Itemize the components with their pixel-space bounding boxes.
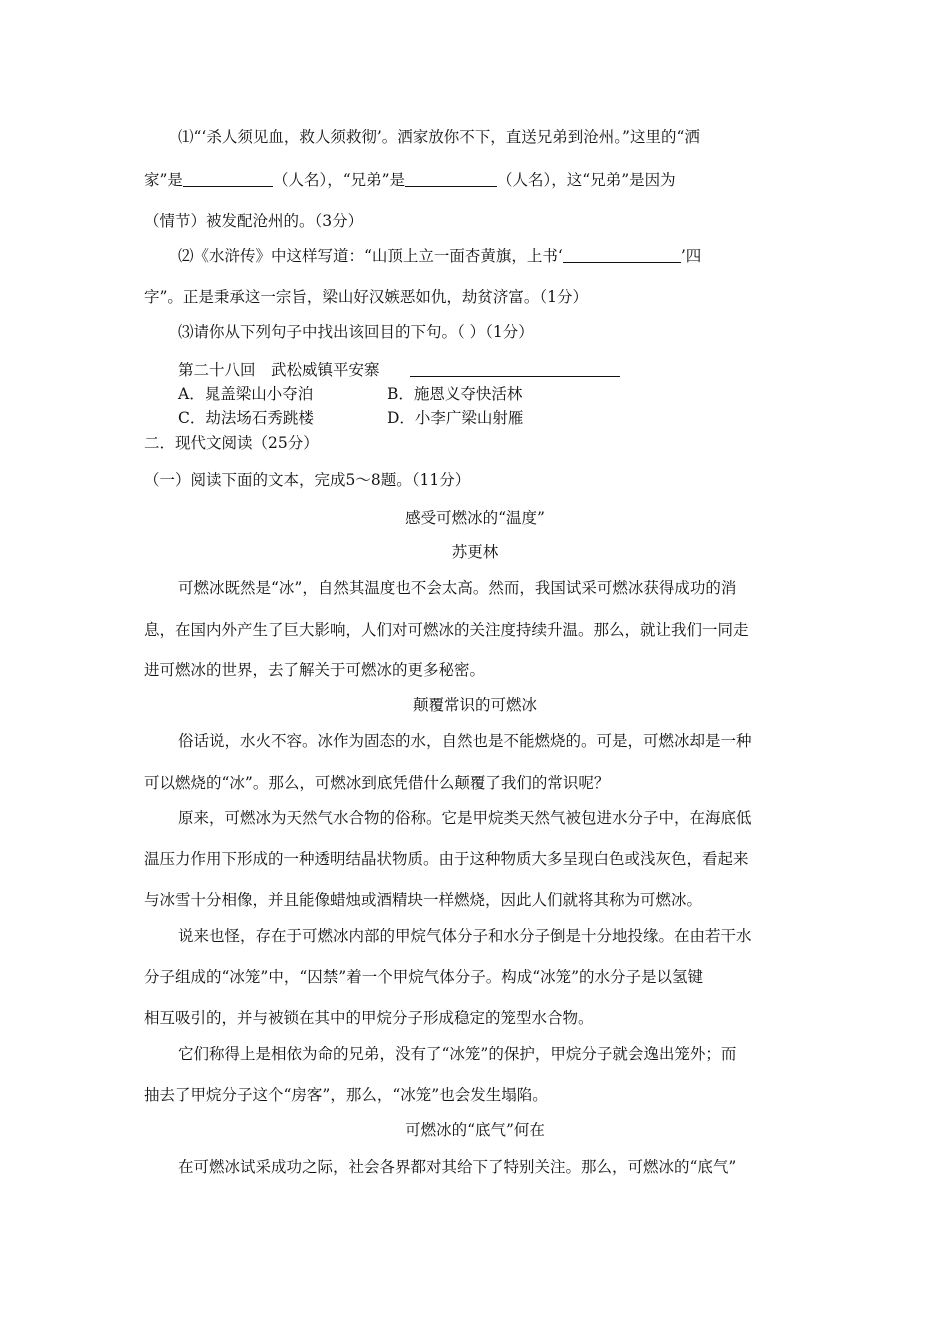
q3-chapter [178, 360, 620, 380]
q1-line-3: （情节）被发配沧州的。（3分） [144, 212, 364, 230]
answer-blank-4[interactable] [410, 360, 620, 377]
q1-line-2 [144, 170, 676, 190]
p1-line-1: 可燃冰既然是“冰”，自然其温度也不会太高。然而，我国试采可燃冰获得成功的消 [178, 579, 737, 597]
answer-blank-1[interactable] [183, 170, 273, 187]
p2-line-2: 可以燃烧的“冰”。那么，可燃冰到底凭借什么颠覆了我们的常识呢？ [144, 774, 610, 792]
p3-line-2: 温压力作用下形成的一种透明结晶状物质。由于这种物质大多呈现白色或浅灰色，看起来 [144, 850, 749, 868]
q3-text: ⑶请你从下列句子中找出该回目的下句。（ ）（1分） [178, 323, 534, 341]
p1-line-2: 息，在国内外产生了巨大影响，人们对可燃冰的关注度持续升温。那么，就让我们一同走 [144, 621, 749, 639]
q2-text-b: ’四 [680, 247, 702, 265]
q1-text-b: （人名），“兄弟”是 [272, 171, 406, 189]
p5-line-2: 抽去了甲烷分子这个“房客”，那么，“冰笼”也会发生塌陷。 [144, 1086, 548, 1104]
p6-line-1: 在可燃冰试采成功之际，社会各界都对其给下了特别关注。那么，可燃冰的“底气” [178, 1158, 737, 1176]
q1-text-a: 家”是 [144, 171, 183, 189]
p2-line-1: 俗话说，水火不容。冰作为固态的水，自然也是不能燃烧的。可是，可燃冰却是一种 [178, 732, 752, 750]
p3-line-3: 与冰雪十分相像，并且能像蜡烛或酒精块一样燃烧，因此人们就将其称为可燃冰。 [144, 891, 703, 909]
q2-text-a: ⑵《水浒传》中这样写道：“山顶上立一面杏黄旗，上书‘ [178, 247, 563, 265]
heading-1: 颠覆常识的可燃冰 [412, 696, 537, 714]
q1-text-c: （人名），这“兄弟”是因为 [497, 171, 676, 189]
section-sub: （一）阅读下面的文本，完成5～8题。（11分） [144, 471, 471, 489]
option-a: A．晁盖梁山小夺泊 [178, 385, 314, 403]
q2-line-2: 字”。正是秉承这一宗旨，梁山好汉嫉恶如仇，劫贫济富。（1分） [144, 288, 589, 306]
section-title: 二．现代文阅读（25分） [144, 434, 319, 452]
q2-line-1 [178, 246, 701, 266]
article-title: 感受可燃冰的“温度” [405, 509, 545, 527]
q3-chapter-title: 第二十八回 武松威镇平安寨 [178, 361, 380, 379]
option-d: D．小李广梁山射雁 [387, 409, 524, 427]
heading-2: 可燃冰的“底气”何在 [405, 1121, 545, 1139]
p3-line-1: 原来，可燃冰为天然气水合物的俗称。它是甲烷类天然气被包进水分子中，在海底低 [178, 809, 752, 827]
answer-blank-3[interactable] [563, 246, 681, 263]
p1-line-3: 进可燃冰的世界，去了解关于可燃冰的更多秘密。 [144, 661, 486, 679]
q1-line-1: ⑴“‘杀人须见血，救人须救彻’。洒家放你不下，直送兄弟到沧州。”这里的“洒 [178, 128, 700, 146]
p4-line-1: 说来也怪，存在于可燃冰内部的甲烷气体分子和水分子倒是十分地投缘。在由若干水 [178, 927, 752, 945]
option-c: C．劫法场石秀跳楼 [178, 409, 314, 427]
article-author: 苏更林 [451, 543, 499, 561]
answer-blank-2[interactable] [405, 170, 497, 187]
option-b: B．施恩义夺快活林 [387, 385, 523, 403]
p4-line-3: 相互吸引的，并与被锁在其中的甲烷分子形成稳定的笼型水合物。 [144, 1009, 594, 1027]
p5-line-1: 它们称得上是相依为命的兄弟，没有了“冰笼”的保护，甲烷分子就会逸出笼外；而 [178, 1045, 737, 1063]
p4-line-2: 分子组成的“冰笼”中，“囚禁”着一个甲烷气体分子。构成“冰笼”的水分子是以氢键 [144, 968, 704, 986]
